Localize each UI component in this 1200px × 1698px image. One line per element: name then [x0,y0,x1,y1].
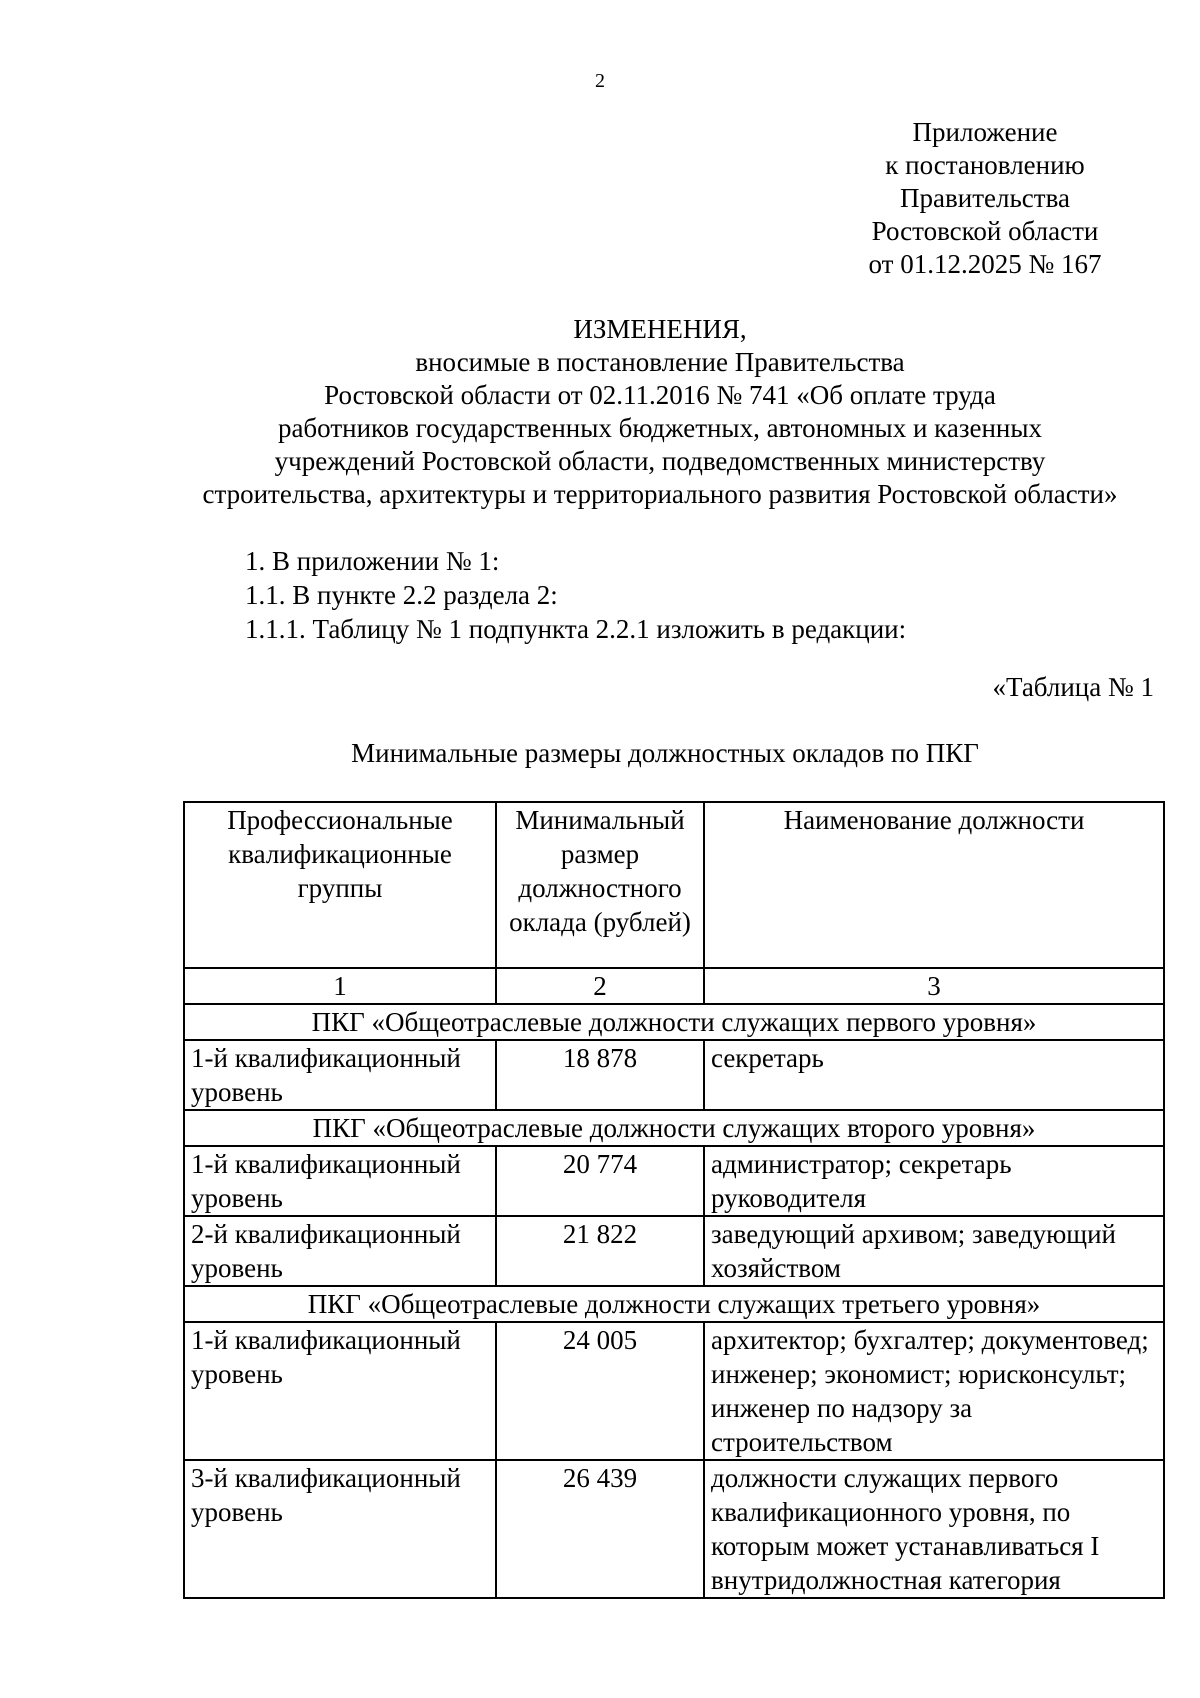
point-1-1: 1.1. В пункте 2.2 раздела 2: [245,580,558,610]
positions-cell: заведующий архивом; заведующий хозяйством [704,1216,1164,1286]
positions-cell: администратор; секретарь руководителя [704,1146,1164,1216]
page-number: 2 [595,70,605,92]
level-cell: 3-й квалификационный уровень [184,1460,496,1598]
header-groups: Профессиональные квалификационные группы [184,802,496,968]
appendix-line: Ростовской области [871,216,1099,246]
column-numbers-row [184,968,1164,1004]
salary-cell: 26 439 [496,1460,704,1598]
title-line: вносимые в постановление Правительства [415,347,905,377]
level-cell: 1-й квалификационный уровень [184,1040,496,1110]
salary-cell: 21 822 [496,1216,704,1286]
document-title [60,313,1200,511]
title-line: работников государственных бюджетных, автономных и казенных [277,413,1043,443]
level-cell: 1-й квалификационный уровень [184,1322,496,1460]
appendix-line: от 01.12.2025 № 167 [868,249,1102,279]
amendment-points [245,544,906,646]
column-number: 2 [496,968,704,1004]
appendix-line: Приложение [912,117,1058,147]
level-cell: 2-й квалификационный уровень [184,1216,496,1286]
appendix-line: Правительства [900,183,1070,213]
positions-cell: архитектор; бухгалтер; документовед; инженер; экономист; юрисконсульт; инженер по надзору за строительством [704,1322,1164,1460]
appendix-line: к постановлению [885,150,1085,180]
table-row [184,1322,1164,1460]
group-title-row [184,1004,1164,1040]
table-row [184,1146,1164,1216]
point-1-1-1: 1.1.1. Таблицу № 1 подпункта 2.2.1 изложить в редакции: [245,614,907,644]
positions-cell: секретарь [704,1040,1164,1110]
table-header-row [184,802,1164,968]
group-title-row [184,1286,1164,1322]
salary-cell: 20 774 [496,1146,704,1216]
table-row [184,1216,1164,1286]
header-positions: Наименование должности [704,802,1164,968]
header-salary: Минимальный размер должностного оклада (рублей) [496,802,704,968]
title-line: Ростовской области от 02.11.2016 № 741 «Об оплате труда [324,380,996,410]
table-label: «Таблица № 1 [992,672,1154,702]
table-row [184,1460,1164,1598]
group-title-row [184,1110,1164,1146]
title-line: строительства, архитектуры и территориального развития Ростовской области» [202,479,1118,509]
column-number: 3 [704,968,1164,1004]
level-cell: 1-й квалификационный уровень [184,1146,496,1216]
table-caption: Минимальные размеры должностных окладов по ПКГ [351,738,979,768]
column-number: 1 [184,968,496,1004]
appendix-block [820,116,1150,281]
salary-cell: 24 005 [496,1322,704,1460]
table-row [184,1040,1164,1110]
group-title: ПКГ «Общеотраслевые должности служащих первого уровня» [184,1004,1164,1040]
positions-cell: должности служащих первого квалификационного уровня, по которым может устанавливаться I внутридолжностная категория [704,1460,1164,1598]
salary-table [183,801,1165,1599]
title-heading: ИЗМЕНЕНИЯ, [573,314,747,344]
salary-cell: 18 878 [496,1040,704,1110]
group-title: ПКГ «Общеотраслевые должности служащих второго уровня» [184,1110,1164,1146]
point-1: 1. В приложении № 1: [245,546,500,576]
group-title: ПКГ «Общеотраслевые должности служащих третьего уровня» [184,1286,1164,1322]
title-line: учреждений Ростовской области, подведомственных министерству [274,446,1046,476]
